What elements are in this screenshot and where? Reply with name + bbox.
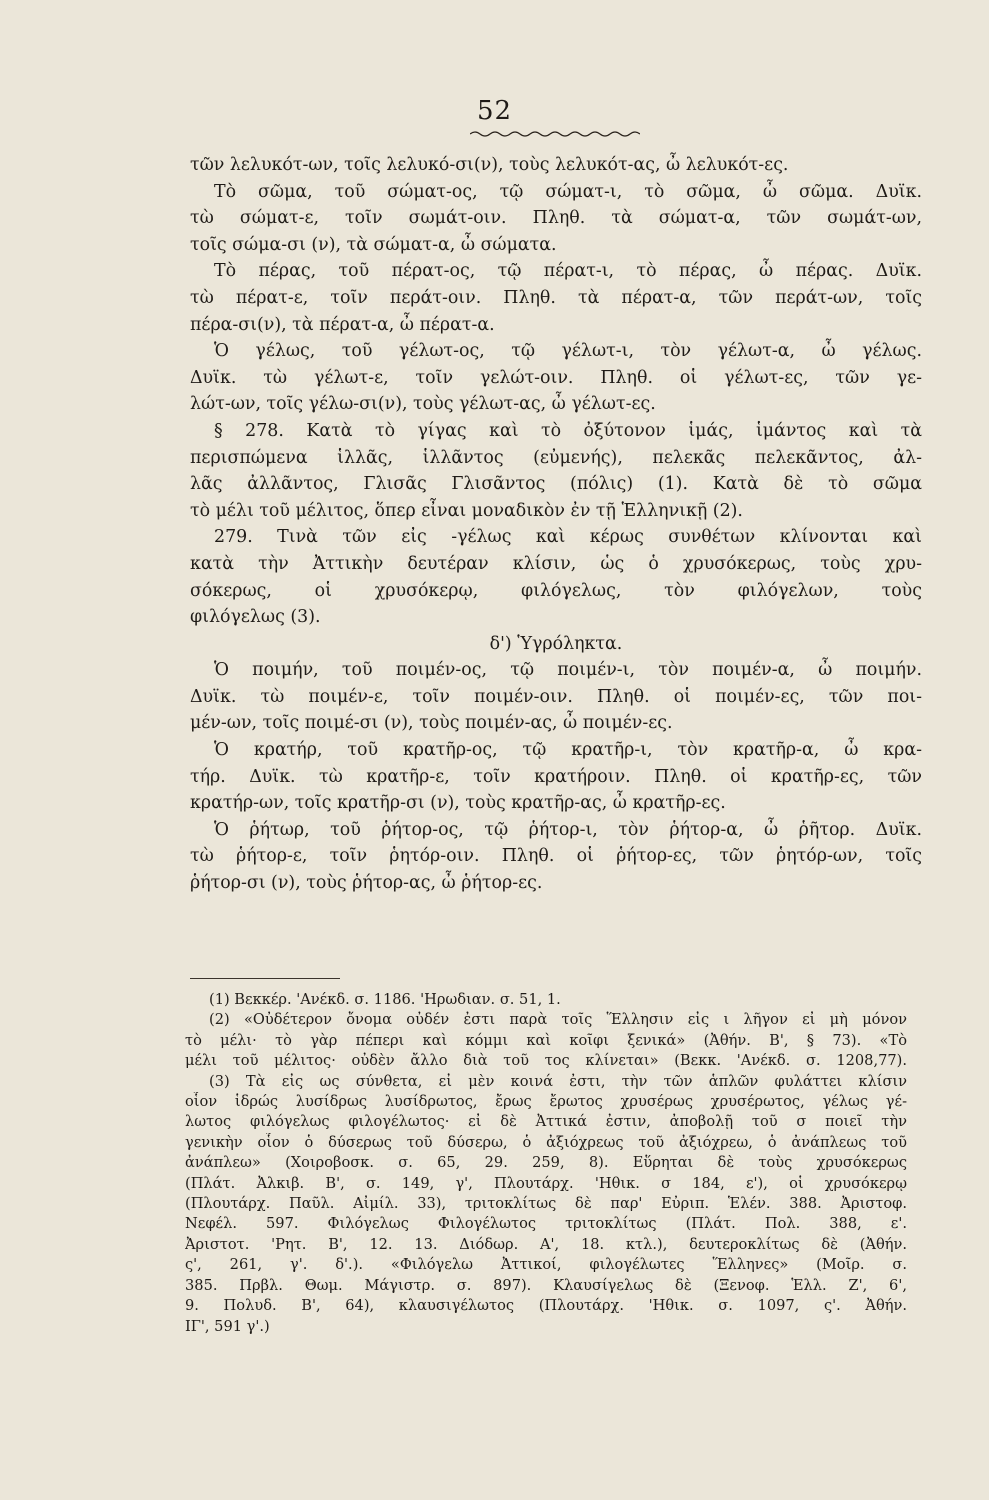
- footnote-rule: [190, 978, 340, 979]
- footnote-line: (3) Τὰ εἰς ως σύνθετα, εἰ μὲν κοινά ἐστι, τὴν τῶν ἁπλῶν φυλάττει κλίσιν: [209, 1072, 907, 1090]
- footnote-line: ἀνάπλεω» (Χοιροβοσκ. σ. 65, 29. 259, 8). Εὕρηται δὲ τοὺς χρυσόκερως: [185, 1154, 907, 1172]
- footnote-line: (1) Βεκκέρ. 'Ανέκδ. σ. 1186. 'Ηρωδιαν. σ. 51, 1.: [209, 991, 561, 1008]
- text-line: κατὰ τὴν Ἀττικὴν δευτέραν κλίσιν, ὡς ὁ χρυσόκερως, τοὺς χρυ-: [190, 553, 922, 574]
- text-line: κρατήρ-ων, τοῖς κρατῆρ-σι (ν), τοὺς κρατῆρ-ας, ὦ κρατῆρ-ες.: [190, 793, 726, 814]
- text-line: Ὁ ῥήτωρ, τοῦ ῥήτορ-ος, τῷ ῥήτορ-ι, τὸν ῥήτορ-α, ὦ ῥῆτορ. Δυϊκ.: [214, 819, 922, 840]
- text-line: Ὁ κρατήρ, τοῦ κρατῆρ-ος, τῷ κρατῆρ-ι, τὸν κρατῆρ-α, ὦ κρα-: [214, 740, 922, 761]
- footnotes: [185, 990, 907, 1337]
- footnote-line: οἷον ἱδρώς λυσίδρως λυσίδρωτος, ἔρως ἔρωτος χρυσέρως χρυσέρωτος, γέλως γέ-: [185, 1093, 907, 1111]
- text-line: ῥήτορ-σι (ν), τοὺς ῥήτορ-ας, ὦ ῥήτορ-ες.: [190, 873, 543, 894]
- footnote-line: τὸ μέλι· τὸ γὰρ πέπερι καὶ κόμμι καὶ κοῖφι ξενικά» (Ἀθήν. Β', § 73). «Τὸ: [185, 1031, 907, 1049]
- footnote-line: ς', 261, γ'. δ'.). «Φιλόγελω Ἀττικοί, φιλογέλωτες Ἕλληνες» (Μοῖρ. σ.: [185, 1256, 907, 1274]
- footnote-line: (2) «Οὐδέτερον ὄνομα οὐδέν ἐστι παρὰ τοῖς Ἕλλησιν εἰς ι λῆγον εἰ μὴ μόνον: [209, 1011, 907, 1029]
- footnote-line: 9. Πολυδ. Β', 64), κλαυσιγέλωτος (Πλουτάρχ. 'Ηθικ. σ. 1097, ς'. Ἀθήν.: [185, 1297, 907, 1315]
- text-line: τοῖς σώμα-σι (ν), τὰ σώματ-α, ὦ σώματα.: [190, 234, 557, 255]
- text-line: μέν-ων, τοῖς ποιμέ-σι (ν), τοὺς ποιμέν-ας, ὦ ποιμέν-ες.: [190, 713, 673, 734]
- text-line: δ') Ὑγρόληκτα.: [489, 633, 623, 654]
- text-line: Τὸ πέρας, τοῦ πέρατ-ος, τῷ πέρατ-ι, τὸ πέρας, ὦ πέρας. Δυϊκ.: [214, 261, 922, 282]
- text-line: τήρ. Δυϊκ. τὼ κρατῆρ-ε, τοῖν κρατήροιν. Πληθ. οἱ κρατῆρ-ες, τῶν: [190, 766, 922, 787]
- text-line: λώτ-ων, τοῖς γέλω-σι(ν), τοὺς γέλωτ-ας, ὦ γέλωτ-ες.: [190, 394, 656, 415]
- footnote-line: (Πλουτάρχ. Παῦλ. Αἰμίλ. 33), τριτοκλίτως δὲ παρ' Εὐριπ. Ἑλέν. 388. Ἀριστοφ.: [185, 1195, 907, 1213]
- footnote-line: (Πλάτ. Ἀλκιβ. Β', σ. 149, γ', Πλουτάρχ. 'Ηθικ. σ 184, ε'), οἱ χρυσόκερῳ: [185, 1174, 907, 1192]
- footnote-line: ΙΓ', 591 γ'.): [185, 1317, 270, 1335]
- text-line: λᾶς ἀλλᾶντος, Γλισᾶς Γλισᾶντος (πόλις) (1). Κατὰ δὲ τὸ σῶμα: [190, 474, 922, 495]
- text-line: πέρα-σι(ν), τὰ πέρατ-α, ὦ πέρατ-α.: [190, 314, 495, 335]
- text-line: 279. Τινὰ τῶν εἰς -γέλως καὶ κέρως συνθέτων κλίνονται καὶ: [214, 527, 922, 548]
- text-line: τὸ μέλι τοῦ μέλιτος, ὅπερ εἶναι μοναδικὸν ἐν τῇ Ἑλληνικῇ (2).: [190, 500, 743, 521]
- footnote-line: λωτος φιλόγελως φιλογέλωτος· εἰ δὲ Ἀττικά ἐστιν, ἀποβολῇ τοῦ σ ποιεῖ τὴν: [185, 1113, 907, 1131]
- text-line: § 278. Κατὰ τὸ γίγας καὶ τὸ ὀξύτονον ἱμάς, ἱμάντος καὶ τὰ: [214, 420, 922, 441]
- text-line: φιλόγελως (3).: [190, 607, 321, 628]
- text-line: Δυϊκ. τὼ ποιμέν-ε, τοῖν ποιμέν-οιν. Πληθ. οἱ ποιμέν-ες, τῶν ποι-: [190, 686, 922, 707]
- text-line: σόκερως, οἱ χρυσόκερῳ, φιλόγελως, τὸν φιλόγελων, τοὺς: [190, 580, 922, 601]
- text-line: Ὁ γέλως, τοῦ γέλωτ-ος, τῷ γέλωτ-ι, τὸν γέλωτ-α, ὦ γέλως.: [214, 341, 922, 362]
- footnote-line: 385. Πρβλ. Θωμ. Μάγιστρ. σ. 897). Κλαυσίγελως δὲ (Ξενοφ. Ἑλλ. Ζ', 6',: [185, 1276, 907, 1294]
- footnote-line: Νεφέλ. 597. Φιλόγελως Φιλογέλωτος τριτοκλίτως (Πλάτ. Πολ. 388, ε'.: [185, 1215, 907, 1233]
- page-number: 52: [476, 96, 513, 126]
- text-line: Ὁ ποιμήν, τοῦ ποιμέν-ος, τῷ ποιμέν-ι, τὸν ποιμέν-α, ὦ ποιμήν.: [214, 660, 922, 681]
- footnote-line: Ἀριστοτ. 'Ρητ. Β', 12. 13. Διόδωρ. Α', 18. κτλ.), δευτεροκλίτως δὲ (Ἀθήν.: [185, 1235, 907, 1253]
- text-line: τὼ πέρατ-ε, τοῖν περάτ-οιν. Πληθ. τὰ πέρατ-α, τῶν περάτ-ων, τοῖς: [190, 287, 922, 308]
- text-line: τὼ ῥήτορ-ε, τοῖν ῥητόρ-οιν. Πληθ. οἱ ῥήτορ-ες, τῶν ῥητόρ-ων, τοῖς: [190, 846, 922, 867]
- text-line: Τὸ σῶμα, τοῦ σώματ-ος, τῷ σώματ-ι, τὸ σῶμα, ὦ σῶμα. Δυϊκ.: [214, 181, 922, 202]
- main-text: [190, 152, 922, 897]
- text-line: τὼ σώματ-ε, τοῖν σωμάτ-οιν. Πληθ. τὰ σώματ-α, τῶν σωμάτ-ων,: [190, 208, 922, 229]
- wavy-rule-ornament: [470, 130, 640, 138]
- footnote-line: μέλι τοῦ μέλιτος· οὐδὲν ἄλλο διὰ τοῦ τος κλίνεται» (Βεκκ. 'Ανέκδ. σ. 1208,77).: [185, 1052, 907, 1070]
- text-line: Δυϊκ. τὼ γέλωτ-ε, τοῖν γελώτ-οιν. Πληθ. οἱ γέλωτ-ες, τῶν γε-: [190, 367, 922, 388]
- text-line: περισπώμενα ἱλλᾶς, ἱλλᾶντος (εὐμενής), πελεκᾶς πελεκᾶντος, ἀλ-: [190, 447, 922, 468]
- text-line: τῶν λελυκότ-ων, τοῖς λελυκό-σι(ν), τοὺς λελυκότ-ας, ὦ λελυκότ-ες.: [190, 155, 789, 175]
- footnote-line: γενικὴν οἷον ὁ δύσερως τοῦ δύσερω, ὁ ἀξιόχρεως τοῦ ἀξιόχρεω, ὁ ἀνάπλεως τοῦ: [185, 1133, 907, 1151]
